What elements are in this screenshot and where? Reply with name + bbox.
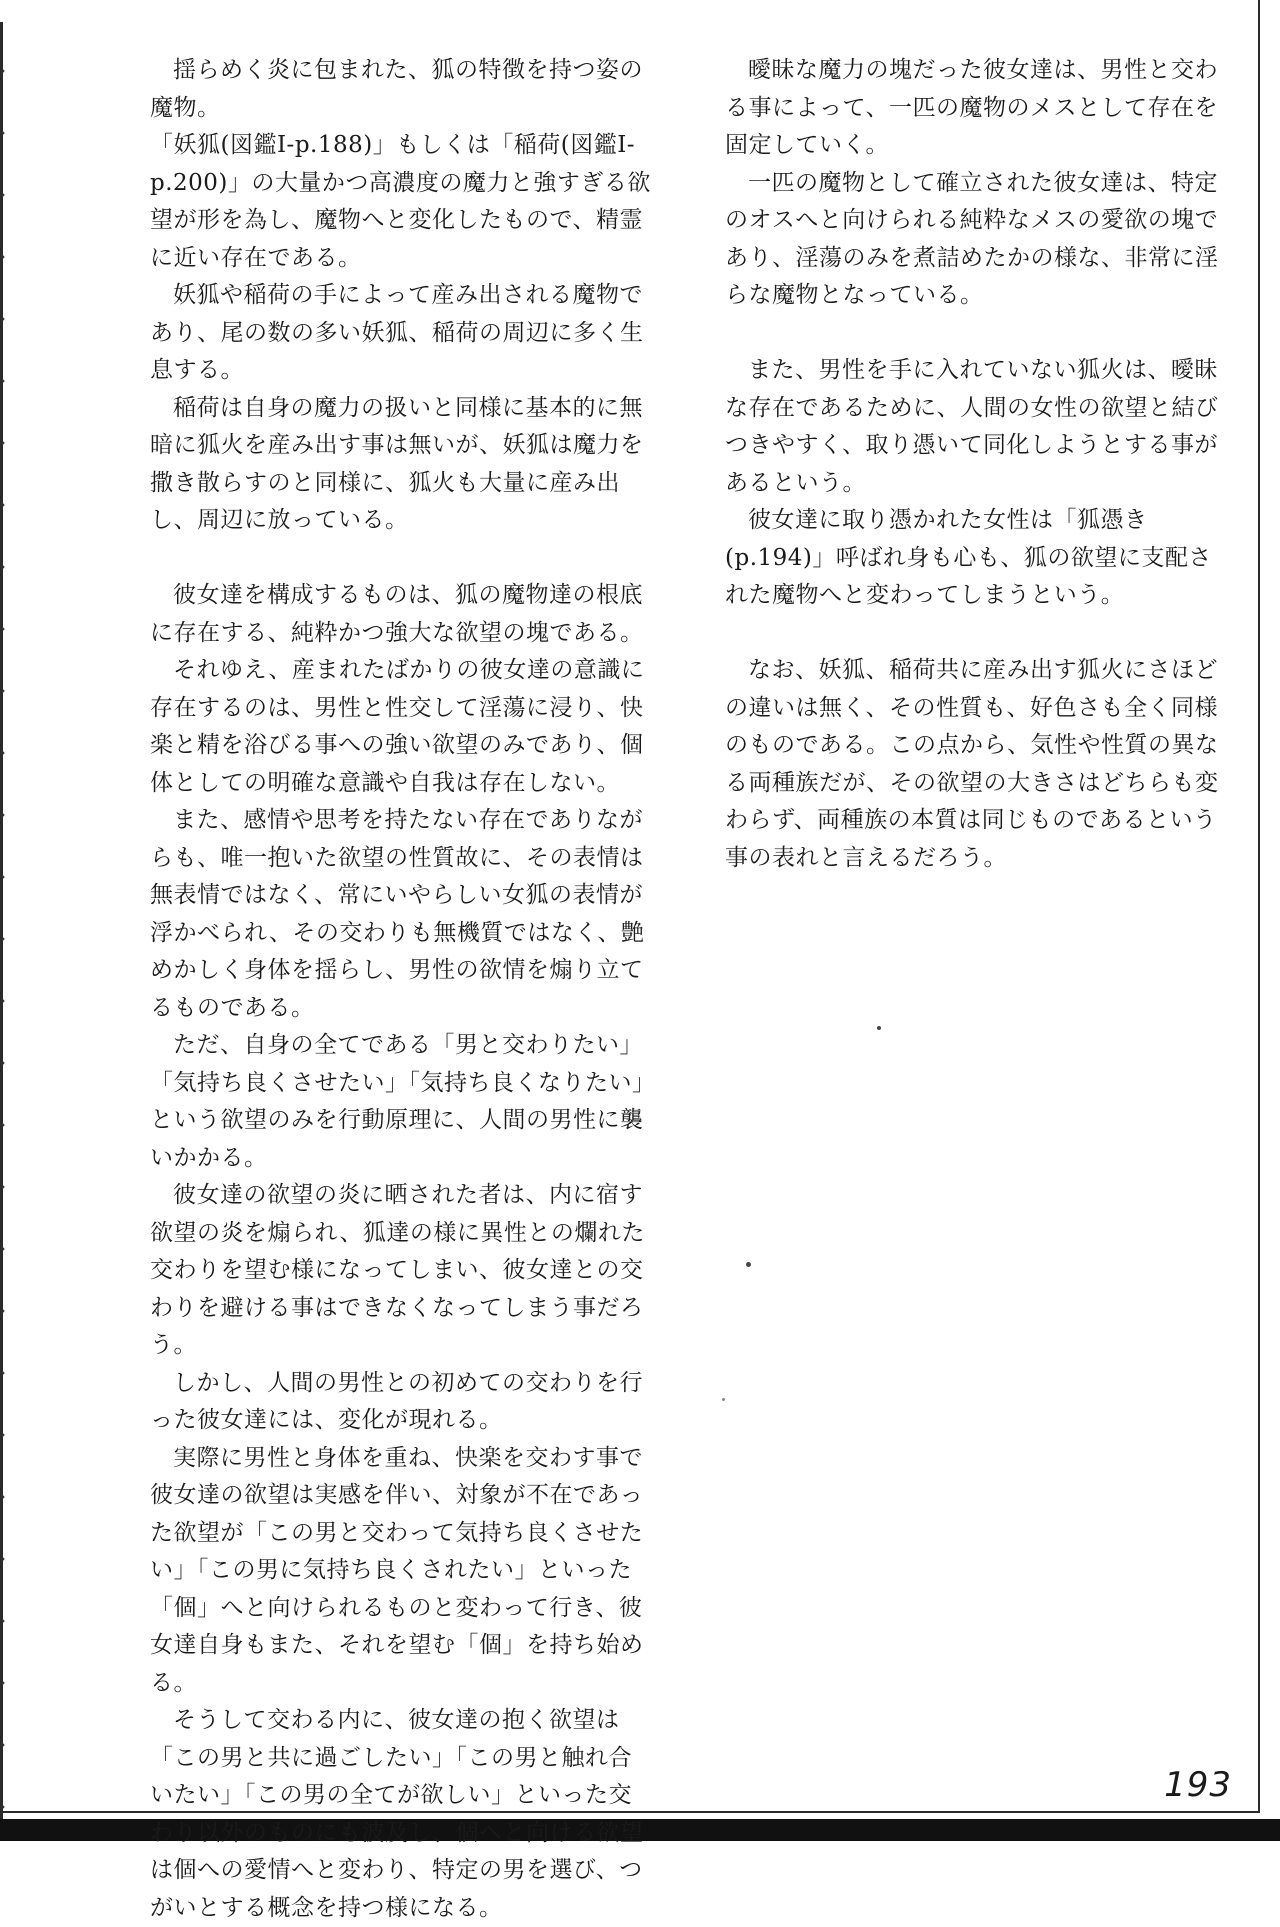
paragraph: 揺らめく炎に包まれた、狐の特徴を持つ姿の魔物。 <box>150 57 643 121</box>
page-number: 193 <box>1164 1765 1232 1805</box>
paragraph: 彼女達を構成するものは、狐の魔物達の根底に存在する、純粋かつ強大な欲望の塊である。 <box>150 582 644 646</box>
paragraph-gap <box>150 540 655 578</box>
scan-speck <box>722 1398 725 1401</box>
binding-dots <box>0 40 6 1820</box>
paragraph: また、感情や思考を持たない存在でありながらも、唯一抱いた欲望の性質故に、その表情は無表情ではなく、常にいやらしい女狐の表情が浮かべられ、その交わりも無機質ではなく、艶めかしく身体を揺らし、男性の欲情を煽り立てるものである。 <box>150 807 645 1021</box>
paragraph: 実際に男性と身体を重ね、快楽を交わす事で彼女達の欲望は実感を伴い、対象が不在であった欲望が「この男と交わって気持ち良くさせたい」「この男に気持ち良くされたい」といった「個」へと向けられるものと変わって行き、彼女達自身もまた、それを望む「個」を持ち始める。 <box>150 1444 644 1696</box>
paragraph: 彼女達の欲望の炎に晒された者は、内に宿す欲望の炎を煽られ、狐達の様に異性との爛れた交わりを望む様になってしまい、彼女達との交わりを避ける事はできなくなってしまう事だろう。 <box>150 1182 645 1358</box>
right-column <box>725 52 1235 877</box>
left-column <box>150 52 655 1927</box>
paragraph: 「妖狐(図鑑Ⅰ-p.188)」もしくは「稲荷(図鑑Ⅰ-p.200)」の大量かつ高濃度の魔力と強すぎる欲望が形を為し、魔物へと変化したもので、精霊に近い存在である。 <box>150 132 651 271</box>
paragraph: それゆえ、産まれたばかりの彼女達の意識に存在するのは、男性と性交して淫蕩に浸り、快楽と精を浴びる事への強い欲望のみであり、個体としての明確な意識や自我は存在しない。 <box>150 657 645 796</box>
right-border-rule <box>1258 0 1260 1813</box>
paragraph: 稲荷は自身の魔力の扱いと同様に基本的に無暗に狐火を産み出す事は無いが、妖狐は魔力を撒き散らすのと同様に、狐火も大量に産み出し、周辺に放っている。 <box>150 394 644 533</box>
paragraph: 曖昧な魔力の塊だった彼女達は、男性と交わる事によって、一匹の魔物のメスとして存在を固定していく。 <box>725 57 1219 158</box>
paragraph: しかし、人間の男性との初めての交わりを行った彼女達には、変化が現れる。 <box>150 1369 643 1433</box>
paragraph: 彼女達に取り憑かれた女性は「狐憑き(p.194)」呼ばれ身も心も、狐の欲望に支配された魔物へと変わってしまうという。 <box>725 507 1212 608</box>
paragraph: なお、妖狐、稲荷共に産み出す狐火にさほどの違いは無く、その性質も、好色さも全く同様のものである。この点から、気性や性質の異なる両種族だが、その欲望の大きさはどちらも変わらず、両種族の本質は同じものであるという事の表れと言えるだろう。 <box>725 657 1219 871</box>
paragraph: 妖狐や稲荷の手によって産み出される魔物であり、尾の数の多い妖狐、稲荷の周辺に多く生息する。 <box>150 282 644 383</box>
paragraph: 一匹の魔物として確立された彼女達は、特定のオスへと向けられる純粋なメスの愛欲の塊であり、淫蕩のみを煮詰めたかの様な、非常に淫らな魔物となっている。 <box>725 169 1219 308</box>
paragraph-gap <box>725 615 1235 653</box>
paragraph: また、男性を手に入れていない狐火は、曖昧な存在であるために、人間の女性の欲望と結びつきやすく、取り憑いて同化しようとする事があるという。 <box>725 357 1219 496</box>
paragraph-gap <box>725 315 1235 353</box>
scan-speck <box>877 1026 881 1030</box>
paragraph: ただ、自身の全てである「男と交わりたい」「気持ち良くさせたい」「気持ち良くなりたい」という欲望のみを行動原理に、人間の男性に襲いかかる。 <box>150 1032 644 1171</box>
scan-speck <box>746 1262 751 1267</box>
paragraph: そうして交わる内に、彼女達の抱く欲望は「この男と共に過ごしたい」「この男と触れ合いたい」「この男の全てが欲しい」といった交わり以外のものにも波及し、個へと向ける欲望は個への愛情へと変わり、特定の男を選び、つがいとする概念を持つ様になる。 <box>150 1707 644 1921</box>
